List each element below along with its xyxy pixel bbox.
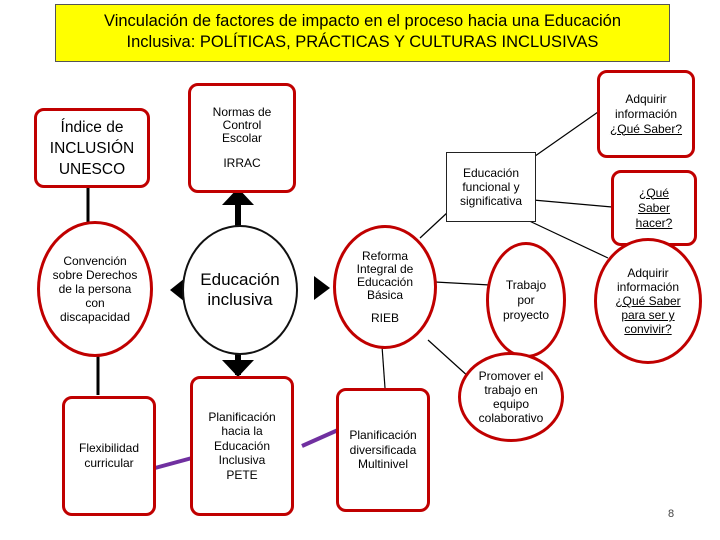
connector-reforma-funcional: [420, 212, 448, 238]
node-que-saber-label: ¿Qué Saber?: [609, 121, 683, 136]
node-pete-label: Planificación hacia la Educación Inclusiva PETE: [208, 409, 276, 482]
arrow-right-to-reforma: [314, 276, 330, 300]
node-promover-label: Promover el trabajo en equipo colaborativo: [478, 369, 544, 425]
node-adquirir-ser-label: Adquirir información: [616, 266, 680, 294]
connector-reforma-trabajo: [435, 282, 490, 285]
arrow-down-head: [222, 360, 254, 377]
node-rieb-label: RIEB: [370, 310, 399, 325]
node-diversificada-label: Planificación diversificada Multinivel: [349, 428, 417, 472]
node-normas-control: [188, 83, 296, 193]
node-educacion-inclusiva: [182, 225, 298, 355]
node-educacion-inclusiva-label: Educación inclusiva: [200, 270, 280, 309]
node-que-saber-hacer-label: ¿Qué Saber hacer?: [635, 185, 673, 230]
node-trabajo-proyecto: [486, 242, 566, 358]
node-normas-label: Normas de Control Escolar: [212, 105, 272, 145]
page-number: 8: [668, 508, 675, 520]
title-line-2: Inclusiva: POLÍTICAS, PRÁCTICAS Y CULTURAS INCLUSIVAS: [126, 33, 599, 51]
node-adquirir-ser: [594, 238, 702, 364]
node-adquirir-saber: [597, 70, 695, 158]
connector-reforma-diversificada: [382, 346, 385, 388]
node-reforma-integral: [333, 225, 437, 349]
connector-pete-diversificada: [302, 430, 338, 446]
connector-flexibilidad-pete: [155, 458, 192, 468]
node-planificacion-pete: [190, 376, 294, 516]
node-convencion-label: Convención sobre Derechos de la persona con discapacidad: [52, 254, 138, 324]
node-funcional-label: Educación funcional y significativa: [459, 166, 523, 208]
node-que-saber-hacer: [611, 170, 697, 246]
node-irrac-label: IRRAC: [223, 156, 261, 170]
diagram-title: [55, 4, 670, 62]
node-flexibilidad-label: Flexibilidad curricular: [78, 441, 140, 470]
node-indice-label: Índice de INCLUSIÓN UNESCO: [49, 118, 135, 178]
node-educacion-funcional: [446, 152, 536, 222]
node-convencion: [37, 221, 153, 357]
node-promover-trabajo: [458, 352, 564, 442]
node-flexibilidad: [62, 396, 156, 516]
node-adquirir-saber-label: Adquirir información: [614, 91, 678, 121]
node-trabajo-label: Trabajo por proyecto: [502, 277, 550, 322]
node-que-saber-ser-label: ¿Qué Saber para ser y convivir?: [615, 294, 681, 336]
node-reforma-label: Reforma Integral de Educación Básica: [356, 248, 414, 302]
connector-funcional-hacer: [533, 200, 612, 207]
title-line-1: Vinculación de factores de impacto en el proceso hacia una Educación: [103, 12, 622, 30]
node-planificacion-diversificada: [336, 388, 430, 512]
node-indice-inclusion: [34, 108, 150, 188]
